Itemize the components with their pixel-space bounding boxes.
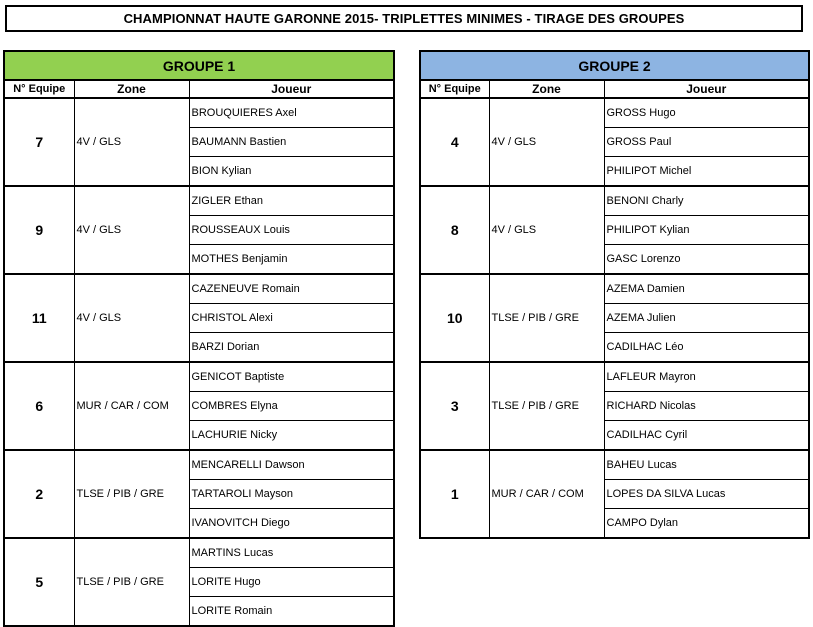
player-name: MARTINS Lucas	[189, 538, 394, 568]
team-number: 8	[420, 186, 489, 274]
player-name: BROUQUIERES Axel	[189, 98, 394, 128]
team-number: 4	[420, 98, 489, 186]
table-row	[4, 450, 394, 480]
player-name: COMBRES Elyna	[189, 392, 394, 421]
player-name: CADILHAC Cyril	[604, 421, 809, 451]
group-title-row	[420, 51, 809, 80]
team-number: 10	[420, 274, 489, 362]
player-name: MOTHES Benjamin	[189, 245, 394, 275]
team-number: 2	[4, 450, 74, 538]
player-name: CAMPO Dylan	[604, 509, 809, 539]
player-name: PHILIPOT Michel	[604, 157, 809, 187]
player-name: LAFLEUR Mayron	[604, 362, 809, 392]
column-header-row	[420, 80, 809, 98]
column-header-zone: Zone	[74, 80, 189, 98]
groupe-2-body	[420, 51, 809, 538]
column-header-equipe: N° Equipe	[4, 80, 74, 98]
player-name: TARTAROLI Mayson	[189, 480, 394, 509]
team-zone: TLSE / PIB / GRE	[74, 450, 189, 538]
player-name: BENONI Charly	[604, 186, 809, 216]
player-name: LOPES DA SILVA Lucas	[604, 480, 809, 509]
player-name: GROSS Paul	[604, 128, 809, 157]
player-name: PHILIPOT Kylian	[604, 216, 809, 245]
player-name: CADILHAC Léo	[604, 333, 809, 363]
group-title: GROUPE 2	[420, 51, 809, 80]
player-name: LORITE Romain	[189, 597, 394, 627]
table-row	[4, 186, 394, 216]
team-zone: MUR / CAR / COM	[74, 362, 189, 450]
table-row	[420, 362, 809, 392]
team-zone: MUR / CAR / COM	[489, 450, 604, 538]
column-header-row	[4, 80, 394, 98]
table-row	[4, 274, 394, 304]
player-name: LACHURIE Nicky	[189, 421, 394, 451]
team-number: 3	[420, 362, 489, 450]
player-name: GROSS Hugo	[604, 98, 809, 128]
column-header-joueur: Joueur	[604, 80, 809, 98]
player-name: RICHARD Nicolas	[604, 392, 809, 421]
table-row	[420, 186, 809, 216]
player-name: AZEMA Julien	[604, 304, 809, 333]
team-zone: 4V / GLS	[489, 186, 604, 274]
table-row	[4, 98, 394, 128]
team-zone: TLSE / PIB / GRE	[489, 362, 604, 450]
player-name: ZIGLER Ethan	[189, 186, 394, 216]
team-zone: 4V / GLS	[489, 98, 604, 186]
team-zone: 4V / GLS	[74, 98, 189, 186]
player-name: BION Kylian	[189, 157, 394, 187]
player-name: BAHEU Lucas	[604, 450, 809, 480]
player-name: MENCARELLI Dawson	[189, 450, 394, 480]
team-number: 5	[4, 538, 74, 626]
player-name: ROUSSEAUX Louis	[189, 216, 394, 245]
column-header-zone: Zone	[489, 80, 604, 98]
team-number: 9	[4, 186, 74, 274]
document-title: CHAMPIONNAT HAUTE GARONNE 2015- TRIPLETTES MINIMES - TIRAGE DES GROUPES	[5, 5, 803, 32]
table-row	[4, 538, 394, 568]
player-name: IVANOVITCH Diego	[189, 509, 394, 539]
team-number: 1	[420, 450, 489, 538]
team-zone: TLSE / PIB / GRE	[489, 274, 604, 362]
column-header-equipe: N° Equipe	[420, 80, 489, 98]
column-header-joueur: Joueur	[189, 80, 394, 98]
player-name: GASC Lorenzo	[604, 245, 809, 275]
table-row	[4, 362, 394, 392]
table-row	[420, 450, 809, 480]
player-name: AZEMA Damien	[604, 274, 809, 304]
player-name: CAZENEUVE Romain	[189, 274, 394, 304]
table-row	[420, 98, 809, 128]
team-zone: 4V / GLS	[74, 274, 189, 362]
team-number: 6	[4, 362, 74, 450]
group-title: GROUPE 1	[4, 51, 394, 80]
team-number: 7	[4, 98, 74, 186]
groupe-1-body	[4, 51, 394, 626]
table-row	[420, 274, 809, 304]
team-zone: 4V / GLS	[74, 186, 189, 274]
team-number: 11	[4, 274, 74, 362]
group-title-row	[4, 51, 394, 80]
player-name: BARZI Dorian	[189, 333, 394, 363]
player-name: LORITE Hugo	[189, 568, 394, 597]
player-name: CHRISTOL Alexi	[189, 304, 394, 333]
player-name: GENICOT Baptiste	[189, 362, 394, 392]
player-name: BAUMANN Bastien	[189, 128, 394, 157]
team-zone: TLSE / PIB / GRE	[74, 538, 189, 626]
groupe-2-table	[419, 50, 810, 539]
groupe-1-table	[3, 50, 395, 627]
